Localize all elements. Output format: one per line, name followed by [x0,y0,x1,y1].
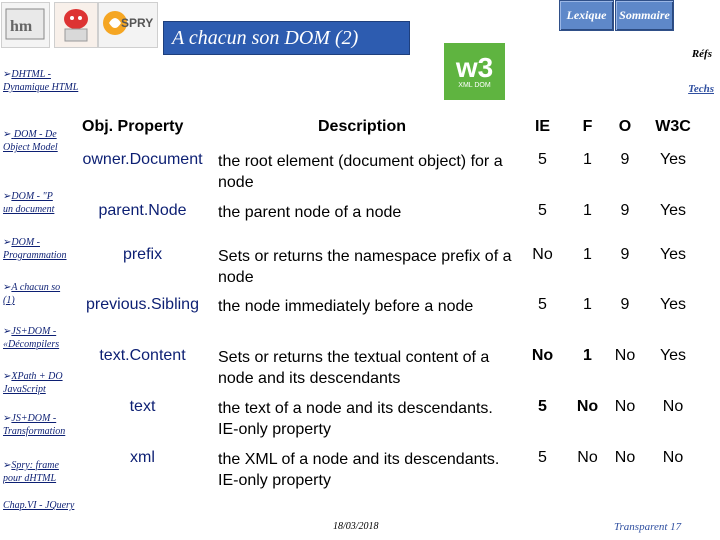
nav-item-label: DHTML - [11,69,51,80]
cell-ie: 5 [538,398,547,415]
nav-item-label: JS+DOM - [11,413,57,424]
cell-f: No [577,449,598,466]
cell-o: No [614,449,636,466]
cell-f: No [576,398,599,415]
cell-property: owner.Document [82,151,203,168]
nav-item-dhtml[interactable] [3,68,123,94]
cell-description: Sets or returns the namespace prefix of a node [218,248,512,286]
arrow-icon: ➢ [3,413,12,424]
cell-o: No [614,398,636,415]
header-desc: Description [318,118,407,135]
w3c-xml-dom-logo [444,43,505,100]
arrow-icon: ➢ [3,460,12,471]
cell-w3c: Yes [659,296,687,313]
nav-item-label-2: un document [3,204,55,215]
refs-link[interactable]: Réfs [691,48,712,60]
cell-description: the node immediately before a node [218,298,474,315]
cell-ie: No [532,246,553,263]
cell-f: 1 [583,151,592,168]
arrow-icon: ➢ [3,371,12,382]
cell-o: 9 [620,296,630,313]
robot-logo-icon [55,3,97,47]
nav-item-label: A chacun so [11,282,61,293]
nav-item-label: XPath + DO [11,371,63,382]
nav-item-xpath-dom[interactable] [3,370,67,396]
nav-item-dom-document[interactable] [3,190,67,216]
cell-w3c: Yes [659,246,687,263]
slide-date: 18/03/2018 [333,521,379,532]
nav-item-label-2: Object Model [3,142,58,153]
cell-ie: 5 [538,202,547,219]
cell-ie: No [531,347,554,364]
nav-item-js-dom-decompilers[interactable] [3,325,67,351]
cell-ie: 5 [538,449,547,466]
nav-item-dom-object-model[interactable] [3,128,67,154]
nav-item-label-2: Transformation [3,426,66,437]
cell-property: xml [130,449,155,466]
svg-text:hm: hm [10,18,33,35]
cell-description: the XML of a node and its descendants. IE-only property [218,451,500,489]
arrow-icon: ➢ [3,129,12,140]
nav-item-js-dom-transformation[interactable] [3,412,67,438]
robot-logo [54,2,98,48]
cell-f: 1 [583,347,592,364]
header-w3c: W3C [655,118,691,135]
nav-item-dom-programmation[interactable] [3,236,67,262]
cell-ie: 5 [538,151,547,168]
cell-description: the root element (document object) for a node [218,153,503,191]
sommaire-button[interactable]: Sommaire [615,0,674,31]
nav-item-label-2: «Décompilers [3,339,60,350]
cell-o: 9 [620,151,630,168]
page-title-text: A chacun son DOM (2) [172,26,359,49]
nav-item-label: DOM - "P [11,191,53,202]
cell-property: prefix [122,246,163,263]
nav-item-a-chacun-1[interactable] [3,281,67,307]
cell-w3c: No [662,398,684,415]
cell-property: parent.Node [98,202,187,219]
page-title [163,21,410,55]
cell-w3c: No [662,449,684,466]
cell-o: 9 [620,202,630,219]
nav-item-label: JS+DOM - [11,326,57,337]
nav-item-label-2: JavaScript [3,384,46,395]
cell-w3c: Yes [659,151,687,168]
header-prop: Obj. Property [82,118,184,135]
arrow-icon: ➢ [3,326,12,337]
cell-property: previous.Sibling [86,296,199,313]
spry-logo-icon [99,3,157,47]
cell-property: text.Content [99,347,186,364]
cell-description: the text of a node and its descendants. IE-only property [218,400,493,438]
spry-logo [98,2,158,48]
svg-text:SPRY: SPRY [121,16,154,30]
cell-o: 9 [620,246,630,263]
chap-vi-jquery-link[interactable]: Chap.VI - JQuery [3,500,75,511]
arrow-icon: ➢ [3,282,12,293]
arrow-icon: ➢ [3,237,12,248]
cell-description: Sets or returns the textual content of a node and its descendants [218,349,490,387]
nav-item-label-2: Programmation [3,250,67,261]
cell-f: 1 [583,202,592,219]
cell-w3c: Yes [659,202,687,219]
w3c-logo-text: w3 [455,52,494,83]
nav-item-label-2: (1) [3,295,15,306]
arrow-icon: ➢ [3,69,12,80]
nav-item-label: Spry: frame [11,460,59,471]
cell-property: text [129,398,156,415]
header-o: O [618,118,632,135]
cell-ie: 5 [538,296,547,313]
cell-description: the parent node of a node [218,204,402,221]
header-ie: IE [534,118,551,135]
header-f: F [582,118,593,135]
nav-item-label: DOM - [11,237,40,248]
cell-w3c: Yes [659,347,687,364]
hmm-logo-icon [2,3,49,47]
nav-item-spry-framework[interactable] [3,459,67,485]
nav-item-label-2: pour dHTML [3,473,57,484]
nav-item-label-2: Dynamique HTML [3,82,79,93]
nav-item-label: DOM - De [13,129,57,140]
hmm-logo [1,2,50,48]
arrow-icon: ➢ [3,191,12,202]
cell-o: No [614,347,636,364]
lexique-button[interactable]: Lexique [559,0,614,31]
cell-f: 1 [583,246,592,263]
cell-f: 1 [583,296,592,313]
slide-number: Transparent 17 [614,521,682,533]
techs-link[interactable]: Techs [688,83,714,95]
w3c-logo-subtext: XML DOM [458,82,491,89]
